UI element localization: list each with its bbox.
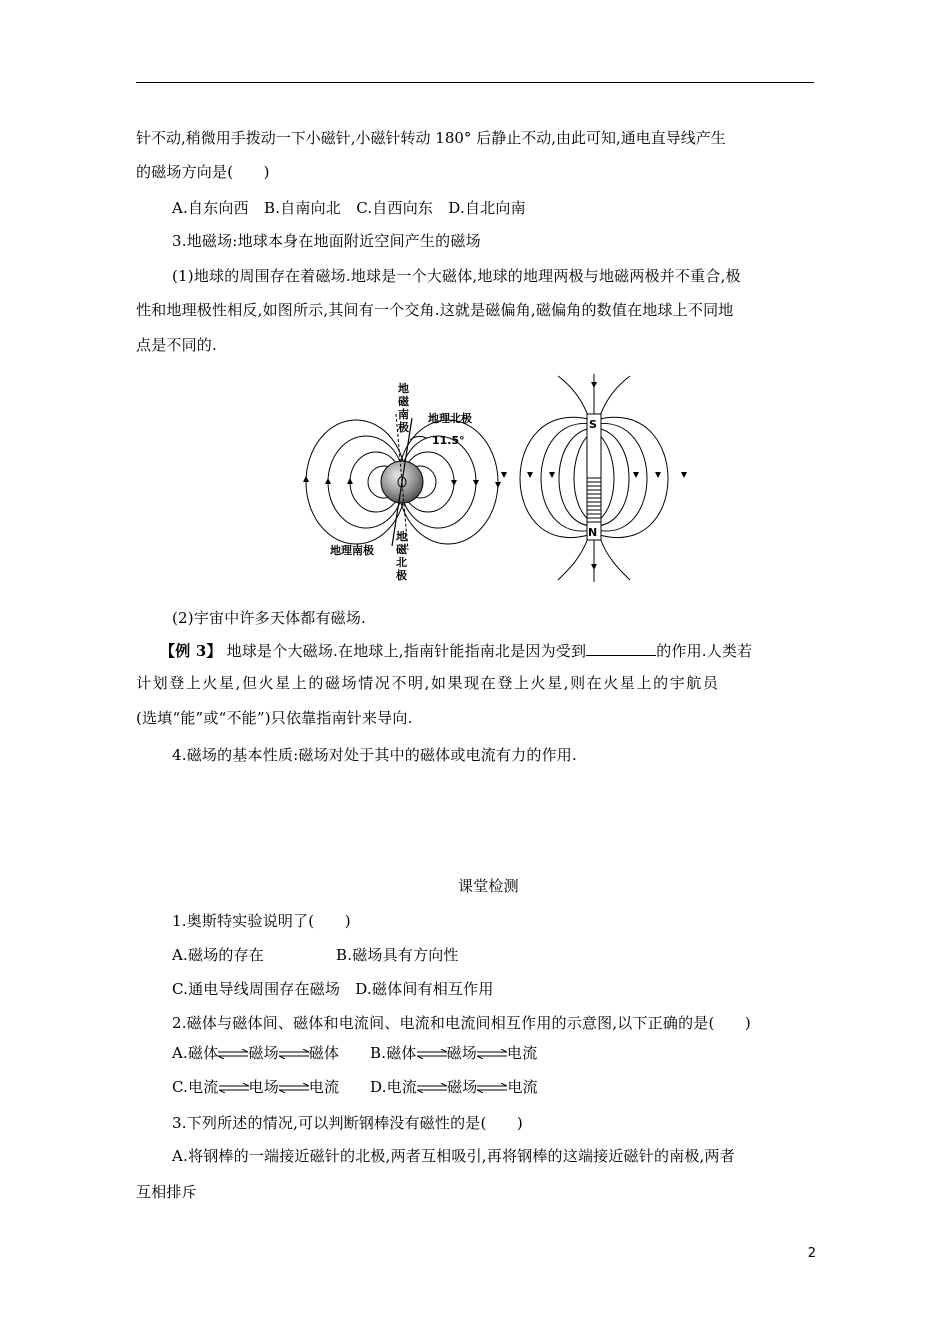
text: B.磁体 <box>370 1044 417 1062</box>
label-angle: 11.5° <box>432 434 465 447</box>
label-geomag-south-1: 地 <box>398 382 409 395</box>
text: 针不动,稍微用手拨动一下小磁针,小磁针转动 180° 后静止不动,由此可知,通电直导线产生 <box>136 129 726 147</box>
paragraph-line: (2)宇宙中许多天体都有磁场. <box>172 609 367 627</box>
options-line: A.自东向西 B.自南向北 C.自西向东 D.自北向南 <box>172 199 526 217</box>
question-2: 2.磁体与磁体间、磁体和电流间、电流和电流间相互作用的示意图,以下正确的是( ) <box>172 1014 751 1032</box>
label-geomag-north-3: 北 <box>396 556 407 569</box>
text: C.电流 <box>172 1078 219 1096</box>
magnet-n-label: N <box>588 526 598 539</box>
text: 电场 <box>248 1078 279 1096</box>
question-3: 3.下列所述的情况,可以判断钢棒没有磁性的是( ) <box>172 1114 523 1132</box>
q2-option-b <box>370 1043 537 1063</box>
question-1: 1.奥斯特实验说明了( ) <box>172 912 351 930</box>
text: 磁体 <box>308 1044 340 1062</box>
text: 电流 <box>507 1044 538 1062</box>
paragraph-line: 性和地理极性相反,如图所示,其间有一个交角.这就是磁偏角,磁偏角的数值在地球上不同地 <box>136 301 734 319</box>
header-rule <box>136 82 814 83</box>
quiz-heading: 课堂检测 <box>458 877 519 895</box>
paragraph-line <box>136 128 814 148</box>
text: 磁场 <box>446 1044 477 1062</box>
q2-option-d <box>370 1077 538 1097</box>
label-geomag-north-2: 磁 <box>396 543 407 556</box>
q2-option-c <box>172 1077 339 1097</box>
section-title: 3.地磁场:地球本身在地面附近空间产生的磁场 <box>172 232 481 250</box>
page-number: 2 <box>807 1246 816 1261</box>
label-geomag-south-3: 南 <box>398 408 409 421</box>
double-arrow-icon <box>218 1049 248 1059</box>
double-arrow-icon <box>279 1083 309 1093</box>
label-geomag-south-2: 磁 <box>398 395 409 408</box>
text: 的作用.人类若 <box>656 642 753 660</box>
q1-option-b: B.磁场具有方向性 <box>336 946 459 964</box>
answer-blank <box>586 640 656 656</box>
text: 磁场 <box>248 1044 279 1062</box>
q1-option-cd: C.通电导线周围存在磁场 D.磁体间有相互作用 <box>172 980 494 998</box>
label-geomag-south-4: 极 <box>398 421 409 434</box>
text: 地球是个大磁场.在地球上,指南针能指南北是因为受到 <box>226 642 587 660</box>
double-arrow-icon <box>417 1083 447 1093</box>
double-arrow-icon <box>279 1049 309 1059</box>
section-title: 4.磁场的基本性质:磁场对处于其中的磁体或电流有力的作用. <box>172 746 577 764</box>
label-geomag-north-4: 极 <box>396 569 407 582</box>
double-arrow-icon <box>477 1049 507 1059</box>
label-geo-south: 地理南极 <box>330 544 374 557</box>
example-line: 计划登上火星,但火星上的磁场情况不明,如果现在登上火星,则在火星上的宇航员 <box>136 674 720 692</box>
text: A.磁体 <box>172 1044 219 1062</box>
text: 磁场 <box>447 1078 478 1096</box>
paragraph-line: 的磁场方向是( ) <box>136 163 270 181</box>
q1-option-a: A.磁场的存在 <box>172 946 265 964</box>
bar-magnet <box>587 414 601 540</box>
example-line: (选填“能”或“不能”)只依靠指南针来导向. <box>136 709 413 727</box>
double-arrow-icon <box>417 1049 447 1059</box>
text: 电流 <box>308 1078 340 1096</box>
q2-option-a <box>172 1043 339 1063</box>
double-arrow-icon <box>477 1083 507 1093</box>
label-geo-north: 地理北极 <box>428 412 472 425</box>
q3-option-a: A.将钢棒的一端接近磁针的北极,两者互相吸引,再将钢棒的这端接近磁针的南极,两者 <box>172 1147 735 1165</box>
example-line <box>160 640 752 661</box>
text: D.电流 <box>370 1078 418 1096</box>
q3-option-a-cont: 互相排斥 <box>136 1183 197 1201</box>
magnet-s-label: S <box>589 418 597 431</box>
paragraph-line: 点是不同的. <box>136 336 217 354</box>
label-geomag-north-1: 地 <box>396 530 407 543</box>
paragraph-line: (1)地球的周围存在着磁场.地球是一个大磁体,地球的地理两极与地磁两极并不重合,极 <box>172 267 741 285</box>
magnetic-field-figure <box>296 374 688 584</box>
text: 电流 <box>507 1078 538 1096</box>
double-arrow-icon <box>219 1083 249 1093</box>
example-tag: 【例 3】 <box>160 642 222 660</box>
